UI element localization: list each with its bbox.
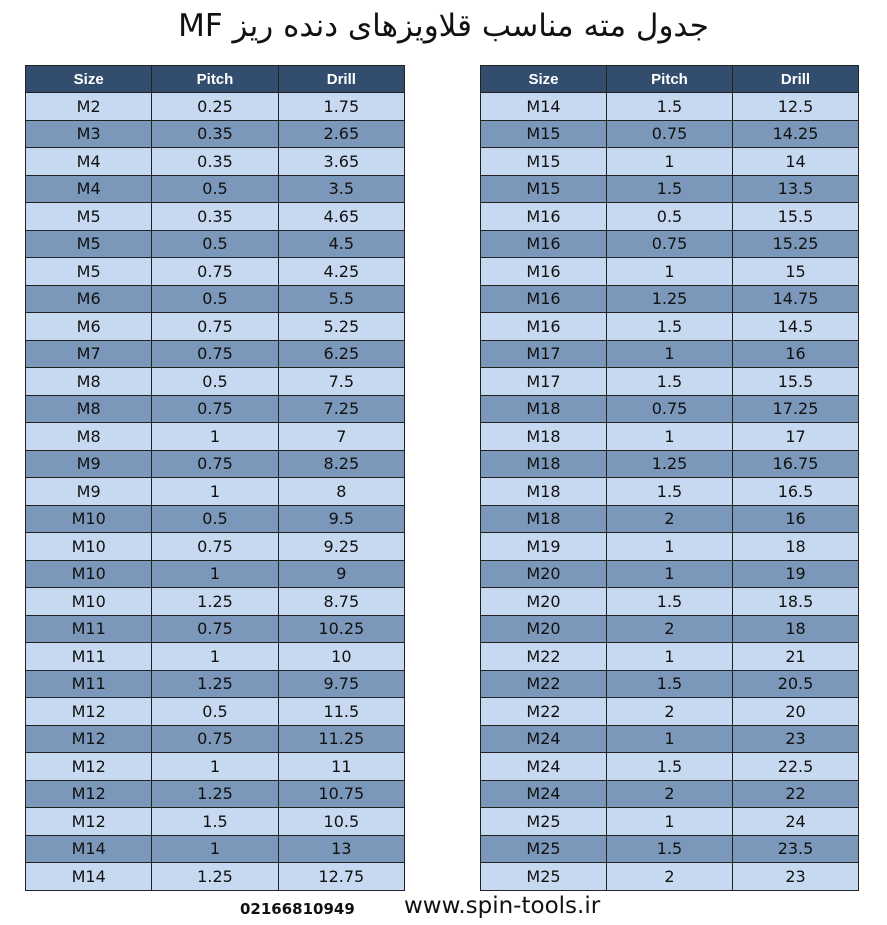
size-cell: M24 [481,725,607,753]
drill-table-left [25,65,405,891]
pitch-cell: 0.5 [152,368,278,396]
size-cell: M4 [26,175,152,203]
drill-cell: 7.25 [278,395,404,423]
drill-cell: 9.75 [278,670,404,698]
size-cell: M12 [26,808,152,836]
table-row [26,533,405,561]
pitch-cell: 2 [607,863,733,891]
table-row [26,670,405,698]
drill-cell: 10 [278,643,404,671]
pitch-cell: 0.5 [152,230,278,258]
table-row [26,560,405,588]
drill-cell: 16.75 [733,450,859,478]
size-cell: M11 [26,670,152,698]
table-row [26,698,405,726]
size-cell: M20 [481,560,607,588]
pitch-cell: 1.25 [607,285,733,313]
table-row [481,560,859,588]
size-cell: M16 [481,230,607,258]
pitch-cell: 0.75 [152,615,278,643]
pitch-cell: 1 [152,423,278,451]
drill-cell: 16 [733,505,859,533]
size-cell: M6 [26,313,152,341]
size-cell: M11 [26,643,152,671]
table-row [481,753,859,781]
drill-cell: 21 [733,643,859,671]
pitch-cell: 1.5 [607,588,733,616]
drill-cell: 10.5 [278,808,404,836]
drill-cell: 23 [733,863,859,891]
size-cell: M20 [481,588,607,616]
drill-cell: 14.75 [733,285,859,313]
pitch-cell: 1 [152,478,278,506]
size-cell: M10 [26,533,152,561]
table-row [26,203,405,231]
pitch-cell: 2 [607,698,733,726]
table-row [26,395,405,423]
table-row [481,698,859,726]
pitch-cell: 1.25 [152,863,278,891]
drill-cell: 19 [733,560,859,588]
pitch-cell: 0.35 [152,203,278,231]
table-row [26,615,405,643]
table-row [26,780,405,808]
drill-cell: 9.25 [278,533,404,561]
size-cell: M12 [26,698,152,726]
table-row [26,175,405,203]
drill-cell: 1.75 [278,93,404,121]
table-row [481,368,859,396]
pitch-cell: 1.5 [607,93,733,121]
column-header-drill: Drill [278,66,404,93]
table-row [26,450,405,478]
drill-cell: 5.25 [278,313,404,341]
size-cell: M17 [481,368,607,396]
table-row [481,780,859,808]
size-cell: M16 [481,285,607,313]
drill-cell: 15 [733,258,859,286]
footer-phone-number: 02166810949 [240,900,355,918]
size-cell: M5 [26,203,152,231]
column-header-pitch: Pitch [152,66,278,93]
drill-cell: 13 [278,835,404,863]
table-row [26,588,405,616]
size-cell: M18 [481,423,607,451]
pitch-cell: 0.75 [607,395,733,423]
size-cell: M8 [26,423,152,451]
pitch-cell: 1.5 [607,753,733,781]
column-header-pitch: Pitch [607,66,733,93]
pitch-cell: 0.75 [607,120,733,148]
pitch-cell: 0.5 [152,175,278,203]
size-cell: M14 [26,863,152,891]
table-row [481,505,859,533]
pitch-cell: 0.5 [607,203,733,231]
size-cell: M18 [481,505,607,533]
size-cell: M12 [26,725,152,753]
size-cell: M6 [26,285,152,313]
size-cell: M20 [481,615,607,643]
pitch-cell: 1.5 [607,835,733,863]
table-row [26,285,405,313]
pitch-cell: 0.35 [152,120,278,148]
table-row [26,313,405,341]
pitch-cell: 0.5 [152,698,278,726]
size-cell: M14 [26,835,152,863]
pitch-cell: 1.25 [607,450,733,478]
size-cell: M15 [481,148,607,176]
drill-cell: 8 [278,478,404,506]
table-row [481,285,859,313]
drill-cell: 9.5 [278,505,404,533]
column-header-size: Size [481,66,607,93]
pitch-cell: 1 [607,423,733,451]
drill-cell: 15.5 [733,203,859,231]
table-row [26,93,405,121]
table-row [26,120,405,148]
drill-cell: 18 [733,533,859,561]
table-row [481,863,859,891]
table-row [481,93,859,121]
drill-cell: 10.75 [278,780,404,808]
pitch-cell: 2 [607,505,733,533]
drill-cell: 14 [733,148,859,176]
pitch-cell: 1 [607,643,733,671]
table-row [26,478,405,506]
table-row [26,863,405,891]
drill-cell: 22 [733,780,859,808]
pitch-cell: 1.25 [152,780,278,808]
pitch-cell: 1 [607,808,733,836]
table-row [481,450,859,478]
pitch-cell: 1 [152,835,278,863]
size-cell: M19 [481,533,607,561]
drill-table-right [480,65,859,891]
drill-cell: 14.25 [733,120,859,148]
pitch-cell: 0.75 [152,258,278,286]
table-row [481,203,859,231]
size-cell: M9 [26,450,152,478]
table-row [481,423,859,451]
drill-cell: 2.65 [278,120,404,148]
table-row [481,670,859,698]
drill-cell: 18 [733,615,859,643]
drill-cell: 24 [733,808,859,836]
table-row [481,120,859,148]
drill-cell: 18.5 [733,588,859,616]
pitch-cell: 0.75 [152,340,278,368]
pitch-cell: 0.5 [152,505,278,533]
table-row [481,230,859,258]
table-row [26,725,405,753]
table-row [26,230,405,258]
drill-cell: 15.25 [733,230,859,258]
size-cell: M25 [481,863,607,891]
pitch-cell: 1.5 [607,670,733,698]
size-cell: M12 [26,780,152,808]
size-cell: M3 [26,120,152,148]
table-row [481,395,859,423]
drill-cell: 7 [278,423,404,451]
drill-cell: 11 [278,753,404,781]
table-row [481,148,859,176]
size-cell: M22 [481,670,607,698]
table-row [481,835,859,863]
drill-cell: 11.25 [278,725,404,753]
drill-cell: 23 [733,725,859,753]
drill-cell: 5.5 [278,285,404,313]
drill-cell: 15.5 [733,368,859,396]
size-cell: M12 [26,753,152,781]
size-cell: M16 [481,258,607,286]
pitch-cell: 1.5 [607,478,733,506]
table-row [26,505,405,533]
table-row [481,643,859,671]
table-header-row [26,66,405,93]
column-header-drill: Drill [733,66,859,93]
drill-cell: 20.5 [733,670,859,698]
drill-cell: 10.25 [278,615,404,643]
size-cell: M9 [26,478,152,506]
pitch-cell: 0.75 [607,230,733,258]
pitch-cell: 1 [607,560,733,588]
size-cell: M4 [26,148,152,176]
drill-cell: 12.75 [278,863,404,891]
table-row [26,423,405,451]
table-row [481,588,859,616]
size-cell: M24 [481,780,607,808]
table-row [481,258,859,286]
size-cell: M10 [26,505,152,533]
pitch-cell: 1 [607,725,733,753]
size-cell: M8 [26,368,152,396]
size-cell: M8 [26,395,152,423]
pitch-cell: 1.5 [152,808,278,836]
size-cell: M18 [481,478,607,506]
size-cell: M11 [26,615,152,643]
size-cell: M15 [481,175,607,203]
pitch-cell: 1.5 [607,175,733,203]
pitch-cell: 0.75 [152,725,278,753]
size-cell: M18 [481,395,607,423]
drill-cell: 3.5 [278,175,404,203]
table-row [26,258,405,286]
pitch-cell: 1 [152,643,278,671]
size-cell: M5 [26,258,152,286]
size-cell: M10 [26,588,152,616]
size-cell: M16 [481,203,607,231]
pitch-cell: 1.25 [152,670,278,698]
page-title: جدول مته مناسب قلاویزهای دنده ریز MF [178,8,709,44]
size-cell: M25 [481,835,607,863]
pitch-cell: 1.25 [152,588,278,616]
pitch-cell: 2 [607,615,733,643]
pitch-cell: 0.75 [152,395,278,423]
drill-cell: 8.75 [278,588,404,616]
drill-cell: 12.5 [733,93,859,121]
pitch-cell: 1.5 [607,313,733,341]
size-cell: M15 [481,120,607,148]
drill-cell: 16.5 [733,478,859,506]
table-row [26,835,405,863]
table-row [481,615,859,643]
table-row [481,533,859,561]
size-cell: M2 [26,93,152,121]
table-row [481,725,859,753]
table-header-row [481,66,859,93]
pitch-cell: 2 [607,780,733,808]
size-cell: M24 [481,753,607,781]
pitch-cell: 1 [152,753,278,781]
table-row [26,753,405,781]
table-row [481,808,859,836]
size-cell: M22 [481,698,607,726]
table-row [481,175,859,203]
size-cell: M17 [481,340,607,368]
drill-cell: 4.25 [278,258,404,286]
footer-website: www.spin-tools.ir [404,893,601,919]
drill-cell: 11.5 [278,698,404,726]
drill-cell: 14.5 [733,313,859,341]
pitch-cell: 1 [607,340,733,368]
size-cell: M18 [481,450,607,478]
drill-cell: 13.5 [733,175,859,203]
size-cell: M14 [481,93,607,121]
pitch-cell: 1 [607,148,733,176]
drill-cell: 4.65 [278,203,404,231]
pitch-cell: 0.5 [152,285,278,313]
drill-cell: 9 [278,560,404,588]
drill-cell: 17.25 [733,395,859,423]
drill-cell: 16 [733,340,859,368]
size-cell: M5 [26,230,152,258]
drill-cell: 6.25 [278,340,404,368]
table-row [481,313,859,341]
pitch-cell: 0.75 [152,313,278,341]
pitch-cell: 0.35 [152,148,278,176]
drill-cell: 4.5 [278,230,404,258]
table-row [26,643,405,671]
pitch-cell: 1 [607,533,733,561]
table-row [26,340,405,368]
drill-cell: 3.65 [278,148,404,176]
pitch-cell: 0.25 [152,93,278,121]
size-cell: M10 [26,560,152,588]
drill-cell: 20 [733,698,859,726]
table-row [26,808,405,836]
pitch-cell: 1 [152,560,278,588]
size-cell: M7 [26,340,152,368]
size-cell: M25 [481,808,607,836]
drill-cell: 7.5 [278,368,404,396]
pitch-cell: 1 [607,258,733,286]
pitch-cell: 0.75 [152,450,278,478]
pitch-cell: 0.75 [152,533,278,561]
size-cell: M16 [481,313,607,341]
size-cell: M22 [481,643,607,671]
table-row [481,340,859,368]
table-row [26,148,405,176]
table-row [481,478,859,506]
drill-cell: 17 [733,423,859,451]
column-header-size: Size [26,66,152,93]
drill-cell: 23.5 [733,835,859,863]
pitch-cell: 1.5 [607,368,733,396]
table-row [26,368,405,396]
drill-cell: 22.5 [733,753,859,781]
drill-cell: 8.25 [278,450,404,478]
